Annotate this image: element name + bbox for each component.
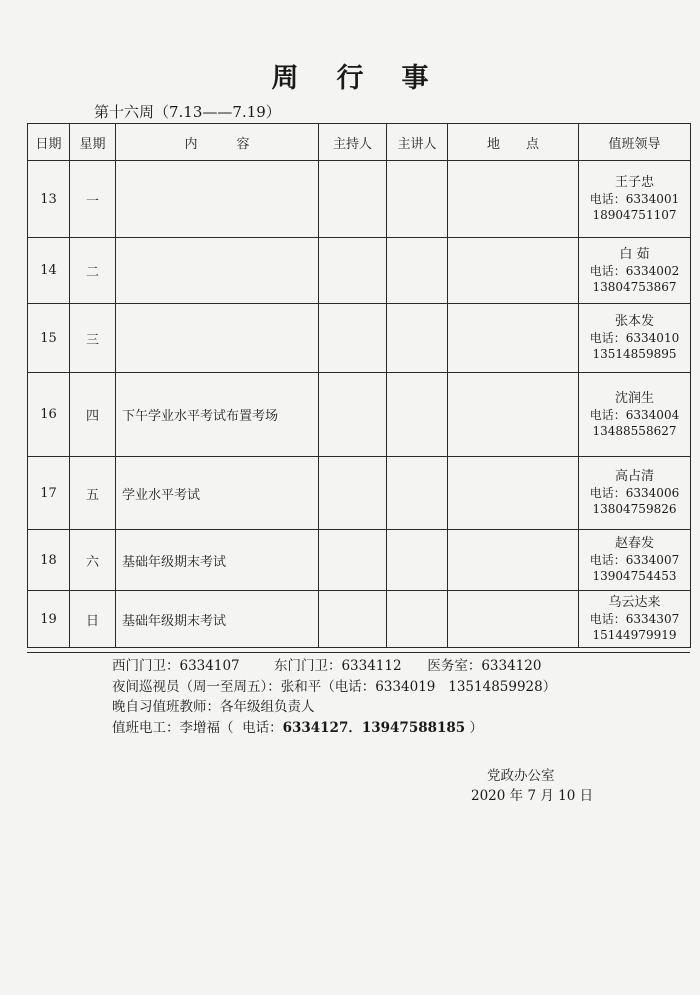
- date-cell: 19: [28, 591, 70, 648]
- weekday-cell: 五: [70, 457, 116, 530]
- duty-leader-cell: [579, 373, 691, 457]
- leader-name: 张本发: [614, 314, 654, 329]
- page-title: 周行事: [271, 63, 467, 94]
- date-cell: 15: [28, 304, 70, 373]
- duty-leader-cell: [579, 238, 691, 304]
- leader-phone: 电话：6334006: [589, 486, 680, 500]
- contact-notes: [112, 656, 556, 738]
- weekday-cell: 二: [70, 238, 116, 304]
- speaker-cell: [387, 304, 448, 373]
- content-cell: 基础年级期末考试: [116, 591, 319, 648]
- leader-name: 高占清: [614, 469, 654, 484]
- table-bottom-rule: [27, 652, 690, 653]
- leader-mobile: 13804759826: [592, 502, 677, 516]
- signature-block: [471, 766, 594, 806]
- leader-phone: 电话：6334010: [589, 331, 680, 345]
- header-date: 日期: [28, 124, 70, 161]
- leader-mobile: 13904754453: [592, 569, 677, 583]
- content-cell: [116, 238, 319, 304]
- speaker-cell: [387, 457, 448, 530]
- weekday-cell: 六: [70, 530, 116, 591]
- duty-leader-cell: [579, 304, 691, 373]
- note-electrician: [112, 718, 556, 739]
- header-content: 内 容: [116, 124, 319, 161]
- table-row: [28, 161, 691, 238]
- issuing-office: 党政办公室: [487, 768, 555, 784]
- speaker-cell: [387, 161, 448, 238]
- header-host: 主持人: [319, 124, 387, 161]
- header-weekday: 星期: [70, 124, 116, 161]
- date-cell: 14: [28, 238, 70, 304]
- table-row: [28, 457, 691, 530]
- host-cell: [319, 457, 387, 530]
- header-speaker: 主讲人: [387, 124, 448, 161]
- duty-leader-cell: [579, 161, 691, 238]
- header-location: 地 点: [448, 124, 579, 161]
- leader-name: 赵春发: [614, 536, 654, 551]
- content-cell: [116, 161, 319, 238]
- speaker-cell: [387, 591, 448, 648]
- leader-phone: 电话：6334002: [589, 263, 680, 278]
- date-cell: 13: [28, 161, 70, 238]
- host-cell: [319, 238, 387, 304]
- location-cell: [448, 530, 579, 591]
- electrician-phones: 6334127．13947588185: [282, 719, 466, 736]
- note-night-patrol: 夜间巡视员（周一至周五）：张和平（电话：6334019 13514859928）: [112, 678, 557, 695]
- table-row: [28, 373, 691, 457]
- content-cell: [116, 304, 319, 373]
- electrician-close: ）: [465, 719, 483, 736]
- speaker-cell: [387, 530, 448, 591]
- host-cell: [319, 304, 387, 373]
- date-cell: 17: [28, 457, 70, 530]
- location-cell: [448, 161, 579, 238]
- weekday-cell: 一: [70, 161, 116, 238]
- leader-name: 王子忠: [614, 175, 654, 190]
- duty-leader-cell: [579, 530, 691, 591]
- leader-phone: 电话：6334007: [589, 553, 680, 567]
- host-cell: [319, 530, 387, 591]
- leader-name: 沈润生: [614, 390, 654, 406]
- content-cell: 下午学业水平考试布置考场: [116, 373, 319, 457]
- electrician-label: 值班电工：李增福（ 电话：: [112, 719, 283, 736]
- weekday-cell: 四: [70, 373, 116, 457]
- issue-date: 2020 年 7 月 10 日: [471, 788, 594, 804]
- table-row: [28, 238, 691, 304]
- leader-name: 白 茹: [619, 246, 650, 262]
- content-cell: 基础年级期末考试: [116, 530, 319, 591]
- location-cell: [448, 304, 579, 373]
- header-duty-leader: 值班领导: [579, 124, 691, 161]
- table-row: [28, 304, 691, 373]
- note-gate-medical: 西门门卫：6334107 东门门卫：6334112 医务室：6334120: [112, 658, 542, 674]
- table-row: [28, 530, 691, 591]
- table-row: [28, 591, 691, 648]
- note-evening-study: 晚自习值班教师：各年级组负责人: [112, 699, 315, 715]
- leader-mobile: 13514859895: [592, 347, 677, 361]
- leader-phone: 电话：6334004: [589, 407, 680, 422]
- leader-mobile: 13804753867: [592, 279, 677, 294]
- content-cell: 学业水平考试: [116, 457, 319, 530]
- location-cell: [448, 373, 579, 457]
- weekday-cell: 日: [70, 591, 116, 648]
- leader-mobile: 13488558627: [592, 423, 677, 438]
- host-cell: [319, 591, 387, 648]
- leader-mobile: 18904751107: [592, 208, 677, 222]
- duty-leader-cell: [579, 457, 691, 530]
- speaker-cell: [387, 238, 448, 304]
- table-header-row: [28, 124, 691, 161]
- leader-phone: 电话：6334001: [589, 192, 680, 206]
- schedule-table: [27, 123, 691, 648]
- date-cell: 16: [28, 373, 70, 457]
- leader-name: 乌云达来: [608, 595, 661, 610]
- host-cell: [319, 373, 387, 457]
- week-subtitle: 第十六周（7.13——7.19）: [94, 103, 281, 121]
- location-cell: [448, 238, 579, 304]
- location-cell: [448, 591, 579, 648]
- speaker-cell: [387, 373, 448, 457]
- leader-phone: 电话：6334307: [589, 612, 680, 626]
- date-cell: 18: [28, 530, 70, 591]
- host-cell: [319, 161, 387, 238]
- weekday-cell: 三: [70, 304, 116, 373]
- location-cell: [448, 457, 579, 530]
- duty-leader-cell: [579, 591, 691, 648]
- leader-mobile: 15144979919: [592, 628, 677, 642]
